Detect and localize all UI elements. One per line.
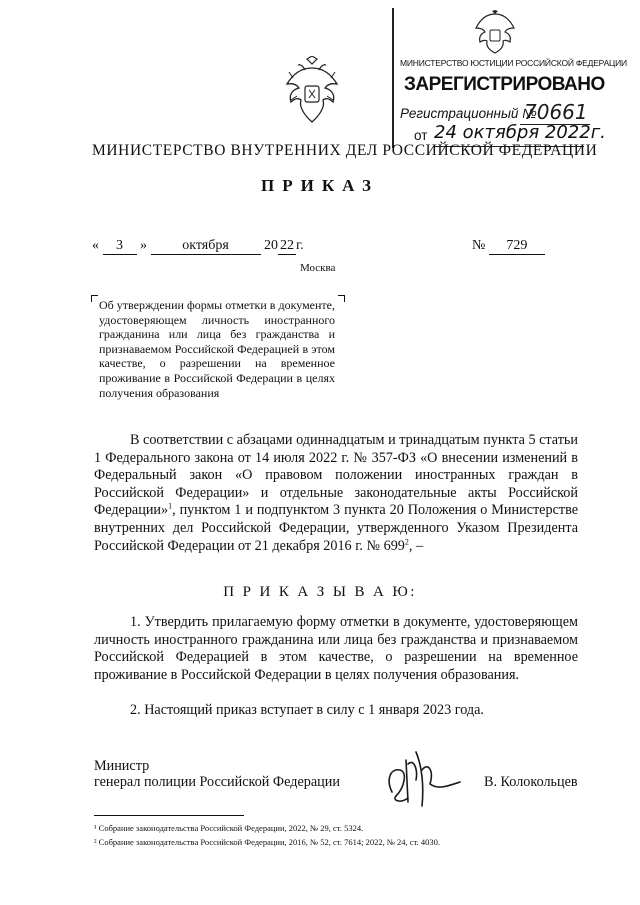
city: Москва: [300, 262, 336, 274]
stamp-reg-date: 24 октября 2022г.: [434, 122, 606, 143]
ministry-header: МИНИСТЕРСТВО ВНУТРЕННИХ ДЕЛ РОССИЙСКОЙ ФЕДЕРАЦИИ: [92, 142, 598, 159]
subject-bracket-right: [338, 295, 345, 302]
order-number: [472, 238, 545, 255]
order-number-value: 729: [489, 238, 545, 255]
order-item-2: 2. Настоящий приказ вступает в силу с 1 января 2023 года.: [130, 702, 484, 718]
preamble-text-3: , –: [408, 537, 424, 554]
handwritten-signature: [378, 740, 468, 812]
date-quote-close: »: [140, 238, 147, 253]
footnote-2: ² Собрание законодательства Российской Федерации, 2016, № 52, ст. 7614; 2022, № 24, ст. 4030.: [94, 837, 441, 847]
date-day: 3: [103, 238, 137, 255]
date-year-unit: г.: [296, 238, 304, 253]
order-item-1: 1. Утвердить прилагаемую форму отметки в документе, удостоверяющем личность иностранного гражданина или лица без гражданства и признаваемом Российской Федерацией в этом качестве, о разрешении на временное проживание в Российской Федерации в целях получения образования.: [94, 614, 578, 683]
stamp-emblem-icon: [474, 10, 516, 54]
stamp-reg-number: 70661: [524, 100, 588, 124]
stamp-from-label: от: [414, 128, 428, 143]
preamble-paragraph: [94, 432, 578, 555]
footnote-separator: [94, 815, 244, 816]
date-quote-open: «: [92, 238, 99, 253]
registration-stamp: [392, 8, 627, 148]
signatory-name: В. Колокольцев: [484, 774, 578, 790]
signatory-rank: генерал полиции Российской Федерации: [94, 774, 340, 790]
stamp-registered-label: ЗАРЕГИСТРИРОВАНО: [404, 74, 605, 95]
stamp-ministry-name: МИНИСТЕРСТВО ЮСТИЦИИ РОССИЙСКОЙ ФЕДЕРАЦИИ: [400, 58, 627, 68]
date-month: октября: [151, 238, 261, 255]
signatory-position: Министр: [94, 758, 150, 774]
order-number-label: №: [472, 238, 486, 253]
preamble-text-1: В соответствии с абзацами одиннадцатым и тринадцатым пункта 5 статьи 1 Федерального закона от 14 июля 2022 г. № 357-ФЗ «О внесении изменений в Федеральный закон «О правовом положении иностранных граждан в Российской Федерации» и отдельные законодательные акты Российской Федерации»: [94, 432, 578, 519]
date-year-prefix: 20: [264, 238, 278, 253]
order-subject: Об утверждении формы отметки в документе, удостоверяющем личность иностранного гражданина или лица без гражданства и признаваемом Российской Федерацией в этом качестве, о разрешении на временное проживание в Российской Федерации в целях получения образования: [99, 298, 335, 400]
subject-bracket-left: [91, 295, 98, 302]
coat-of-arms-emblem: [283, 56, 341, 126]
order-word: П Р И К А З Ы В А Ю:: [223, 584, 417, 600]
footnote-ref-1: 1: [168, 501, 173, 511]
stamp-reg-number-label: Регистрационный №: [400, 106, 537, 121]
preamble-text-2: , пунктом 1 и подпунктом 3 пункта 20 Положения о Министерстве внутренних дел Российской Федерации, утвержденного Указом Президента Российской Федерации от 21 декабря 2016 г. № 699: [94, 502, 578, 554]
footnote-ref-2: 2: [404, 536, 409, 546]
order-date: [92, 238, 304, 255]
date-year-suffix: 22: [280, 238, 294, 253]
document-title: ПРИКАЗ: [261, 176, 379, 195]
footnote-1: ¹ Собрание законодательства Российской Федерации, 2022, № 29, ст. 5324.: [94, 823, 364, 833]
